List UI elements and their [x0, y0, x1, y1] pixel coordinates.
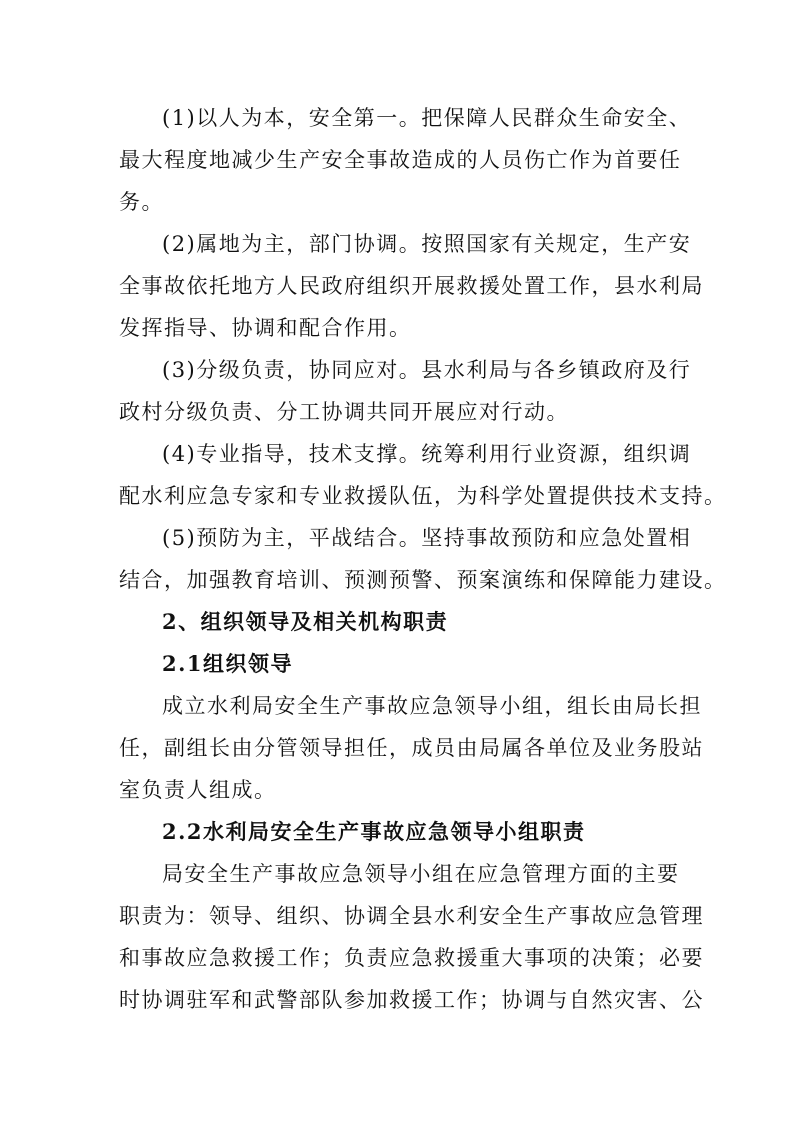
paragraph-line: 最大程度地减少生产安全事故造成的人员伤亡作为首要任	[119, 148, 682, 172]
paragraph-line: 局安全生产事故应急领导小组在应急管理方面的主要	[162, 862, 680, 886]
paragraph-line: (1)以人为本，安全第一。把保障人民群众生命安全、	[162, 106, 692, 130]
paragraph-line: 务。	[119, 190, 164, 214]
paragraph-line: (2)属地为主，部门协调。按照国家有关规定，生产安	[162, 232, 692, 256]
paragraph-line: 室负责人组成。	[119, 778, 277, 802]
paragraph-line: 发挥指导、协调和配合作用。	[119, 316, 412, 340]
paragraph-line: 职责为：领导、组织、协调全县水利安全生产事故应急管理	[119, 904, 704, 928]
subsection-heading: 2.1组织领导	[162, 651, 294, 676]
paragraph-line: 任，副组长由分管领导担任，成员由局属各单位及业务股站	[119, 736, 704, 760]
paragraph-line: (5)预防为主，平战结合。坚持事故预防和应急处置相	[162, 526, 692, 550]
paragraph-line: 全事故依托地方人民政府组织开展救援处置工作，县水利局	[119, 274, 704, 298]
paragraph-line: 配水利应急专家和专业救援队伍，为科学处置提供技术支持。	[119, 484, 727, 508]
paragraph-line: 结合，加强教育培训、预测预警、预案演练和保障能力建设。	[119, 568, 727, 592]
paragraph-line: 时协调驻军和武警部队参加救援工作；协调与自然灾害、公	[119, 988, 704, 1012]
paragraph-line: (3)分级负责，协同应对。县水利局与各乡镇政府及行	[162, 358, 692, 382]
paragraph-line: 成立水利局安全生产事故应急领导小组，组长由局长担	[162, 694, 702, 718]
paragraph-line: (4)专业指导，技术支撑。统筹利用行业资源，组织调	[162, 442, 692, 466]
section-heading: 2、组织领导及相关机构职责	[162, 609, 449, 634]
paragraph-line: 政村分级负责、分工协调共同开展应对行动。	[119, 400, 569, 424]
paragraph-line: 和事故应急救援工作；负责应急救援重大事项的决策；必要	[119, 946, 704, 970]
subsection-heading: 2.2水利局安全生产事故应急领导小组职责	[162, 819, 586, 844]
